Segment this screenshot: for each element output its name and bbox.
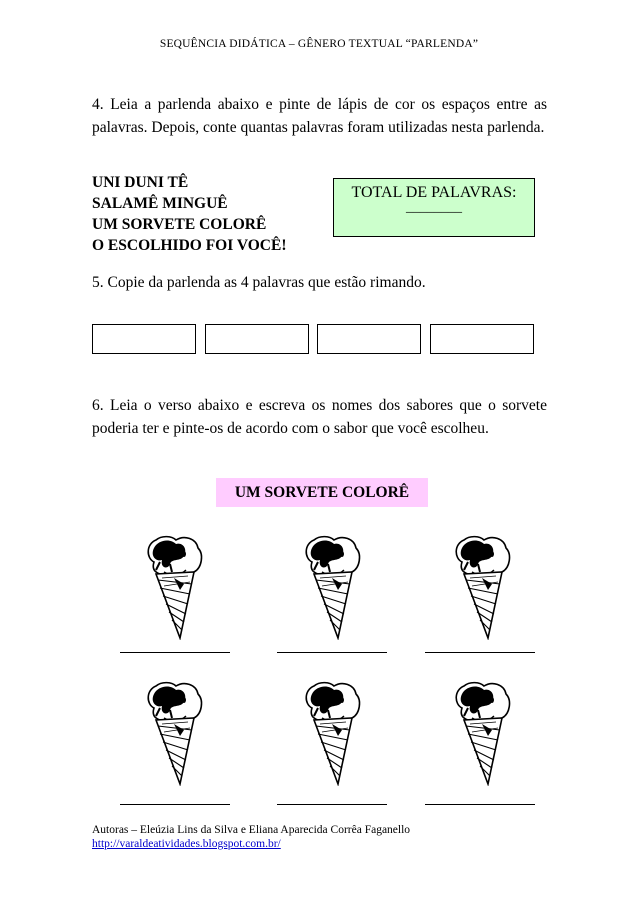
ice-cream-cone-icon[interactable] [298,534,364,640]
question-4-text: 4. Leia a parlenda abaixo e pinte de lápis de cor os espaços entre as palavras. Depois, conte quantas palavras foram utilizadas nesta parlenda. [92,96,547,136]
ice-cream-cone-icon[interactable] [298,680,364,786]
ice-cream-cone-icon[interactable] [140,680,206,786]
flavor-answer-line[interactable] [277,652,387,653]
total-words-blank: ________ [406,200,462,215]
total-words-box[interactable] [333,178,535,237]
verse-title: UM SORVETE COLORÊ [216,478,428,507]
footer-link[interactable]: http://varaldeatividades.blogspot.com.br/ [92,838,281,850]
flavor-answer-line[interactable] [425,804,535,805]
ice-cream-cone-icon[interactable] [448,680,514,786]
ice-cream-cone-icon[interactable] [140,534,206,640]
flavor-answer-line[interactable] [425,652,535,653]
footer [92,823,410,851]
flavor-answer-line[interactable] [120,652,230,653]
rhyme-answer-box-1[interactable] [92,324,196,354]
question-5-text: 5. Copie da parlenda as 4 palavras que estão rimando. [92,274,426,291]
flavor-answer-line[interactable] [277,804,387,805]
rhyme-answer-box-3[interactable] [317,324,421,354]
parlenda-verse [92,172,286,256]
total-words-label: TOTAL DE PALAVRAS: [351,184,517,201]
parlenda-line-1: UNI DUNI TÊ [92,174,189,191]
rhyme-answer-box-2[interactable] [205,324,309,354]
flavor-answer-line[interactable] [120,804,230,805]
footer-authors: Autoras – Eleúzia Lins da Silva e Eliana Aparecida Corrêa Faganello [92,824,411,836]
parlenda-line-4: O ESCOLHIDO FOI VOCÊ! [92,237,287,254]
parlenda-line-3: UM SORVETE COLORÊ [92,216,267,233]
parlenda-line-2: SALAMÊ MINGUÊ [92,195,228,212]
ice-cream-cone-icon[interactable] [448,534,514,640]
rhyme-answer-box-4[interactable] [430,324,534,354]
page-header: SEQUÊNCIA DIDÁTICA – GÊNERO TEXTUAL “PARLENDA” [159,38,479,50]
question-6-text: 6. Leia o verso abaixo e escreva os nomes dos sabores que o sorvete poderia ter e pinte-os de acordo com o sabor que você escolheu. [92,397,547,437]
